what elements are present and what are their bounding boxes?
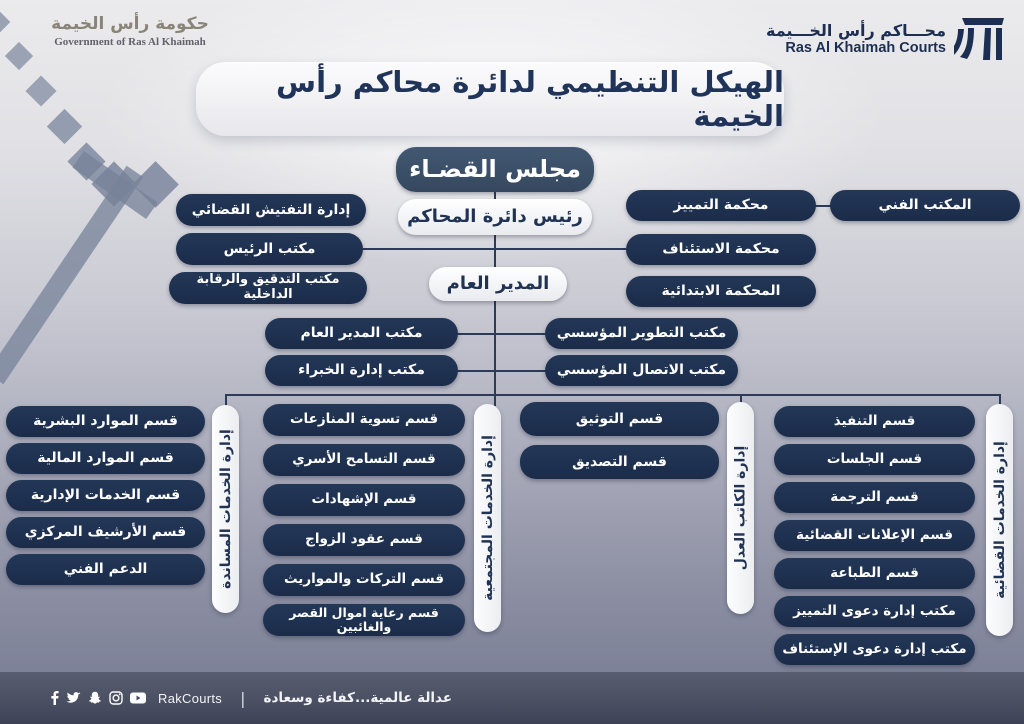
institutional-communication-box: مكتب الاتصال المؤسسي xyxy=(545,355,738,386)
experts-office-box: مكتب إدارة الخبراء xyxy=(265,355,458,386)
footer-motto: عدالة عالمية...كفاءة وسعادة xyxy=(263,690,453,706)
decor-diamond xyxy=(47,109,82,144)
notary-public-label-pill xyxy=(727,402,754,614)
cassation-court-box: محكمة التمييز xyxy=(626,190,816,221)
support-services-label-pill xyxy=(212,405,239,613)
government-logo-arabic: حكومة رأس الخيمة xyxy=(51,14,209,34)
government-logo xyxy=(40,14,220,48)
first-instance-court-box: المحكمة الابتدائية xyxy=(626,276,816,307)
government-logo-english: Government of Ras Al Khaimah xyxy=(54,36,206,48)
department-label: إدارة الكاتب العدل xyxy=(732,445,749,571)
decor-diamond xyxy=(0,11,10,34)
section-box: قسم تسوية المنازعات xyxy=(263,404,465,436)
footer-separator: | xyxy=(240,688,246,708)
courts-pillar-icon xyxy=(954,16,1006,60)
department-label: إدارة الخدمات القضائية xyxy=(991,441,1008,599)
chief-of-courts-box: رئيس دائرة المحاكم xyxy=(398,199,592,235)
page-title: الهيكل التنظيمي لدائرة محاكم رأس الخيمة xyxy=(276,65,784,133)
section-box: قسم رعاية اموال القصر والغائبين xyxy=(263,604,465,636)
support-services-column xyxy=(6,406,205,585)
section-box: قسم التسامح الأسري xyxy=(263,444,465,476)
connector xyxy=(494,300,496,406)
judicial-inspection-box: إدارة التفتيش القضائي xyxy=(176,194,366,226)
department-label: إدارة الخدمات المساندة xyxy=(217,429,234,589)
section-box: مكتب إدارة دعوى الإستئناف xyxy=(774,634,975,665)
section-box: قسم الطباعة xyxy=(774,558,975,589)
connector xyxy=(815,205,831,207)
technical-office-box: المكتب الفني xyxy=(830,190,1020,221)
social-handle: RakCourts xyxy=(158,690,223,706)
president-office-box: مكتب الرئيس xyxy=(176,233,363,265)
department-label: إدارة الخدمات المجتمعية xyxy=(479,435,496,601)
section-box: قسم التركات والمواريث xyxy=(263,564,465,596)
connector xyxy=(363,248,626,250)
courts-logo-english: Ras Al Khaimah Courts xyxy=(785,39,946,56)
snapchat-icon xyxy=(88,691,102,705)
section-box: قسم التنفيذ xyxy=(774,406,975,437)
notary-public-column xyxy=(520,402,719,479)
section-box: قسم الإشهادات xyxy=(263,484,465,516)
instagram-icon xyxy=(109,691,123,705)
section-box: قسم الجلسات xyxy=(774,444,975,475)
connector xyxy=(225,394,1001,396)
connector xyxy=(457,370,546,372)
facebook-icon xyxy=(50,691,59,705)
institutional-development-box: مكتب التطوير المؤسسي xyxy=(545,318,738,349)
social-icons xyxy=(50,691,146,705)
judicial-services-label-pill xyxy=(986,404,1013,636)
dg-office-box: مكتب المدير العام xyxy=(265,318,458,349)
twitter-icon xyxy=(66,692,81,705)
courts-logo xyxy=(766,16,1006,60)
council-box: مجلس القضـاء xyxy=(396,147,594,192)
section-box: الدعم الفني xyxy=(6,554,205,585)
decor-diamond xyxy=(25,75,56,106)
section-box: قسم الأرشيف المركزي xyxy=(6,517,205,548)
community-services-label-pill xyxy=(474,404,501,632)
courts-logo-arabic: محـــاكم رأس الخـــيمة xyxy=(765,20,946,40)
connector xyxy=(494,234,496,270)
appeal-court-box: محكمة الاستئناف xyxy=(626,234,816,265)
judicial-services-column xyxy=(774,406,975,703)
page-title-pill xyxy=(196,62,784,136)
footer-bar xyxy=(0,672,1024,724)
community-services-column xyxy=(263,404,465,636)
director-general-box: المدير العام xyxy=(429,267,567,301)
audit-internal-control-box: مكتب التدقيق والرقابة الداخلية xyxy=(169,272,367,304)
youtube-icon xyxy=(130,692,146,704)
section-box: مكتب إدارة دعوى التمييز xyxy=(774,596,975,627)
decor-diamond xyxy=(5,42,33,70)
section-box: قسم الترجمة xyxy=(774,482,975,513)
section-box: قسم الخدمات الإدارية xyxy=(6,480,205,511)
section-box: قسم الموارد المالية xyxy=(6,443,205,474)
section-box: قسم الموارد البشرية xyxy=(6,406,205,437)
section-box: قسم التوثيق xyxy=(520,402,719,436)
section-box: قسم الإعلانات القضائية xyxy=(774,520,975,551)
connector xyxy=(457,333,546,335)
section-box: قسم عقود الزواج xyxy=(263,524,465,556)
section-box: قسم التصديق xyxy=(520,445,719,479)
